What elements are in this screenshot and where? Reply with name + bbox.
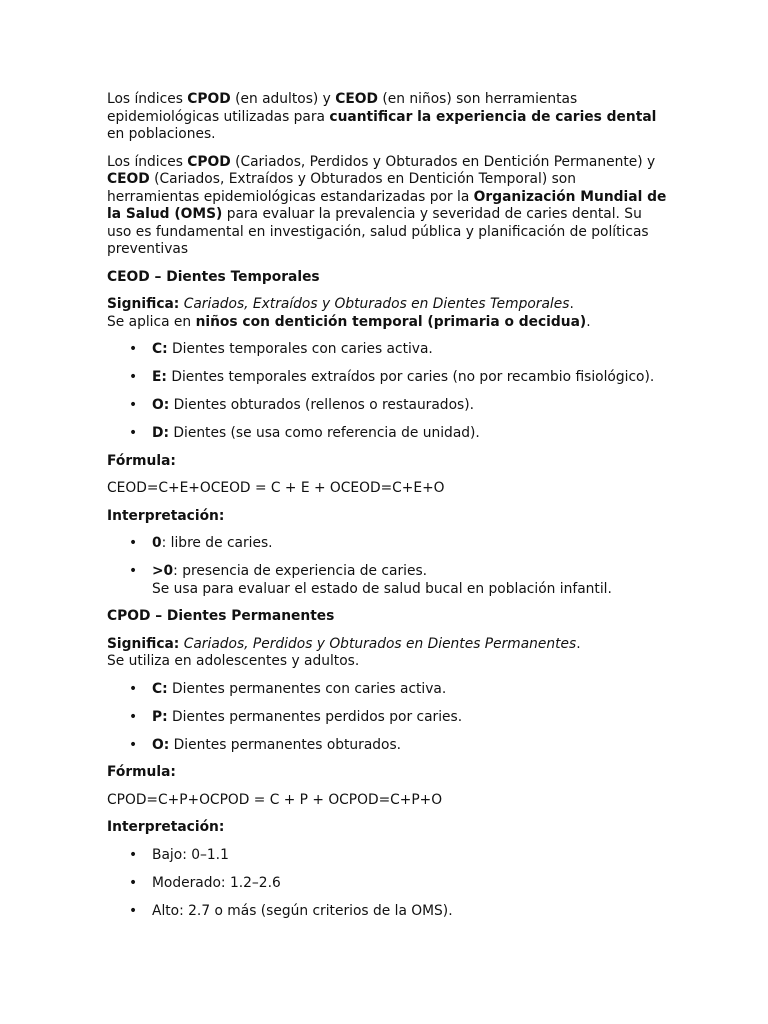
text: (Cariados, Extraídos y Obturados en Dentición Temporal) son herramientas epidemiológicas estandarizadas por la bbox=[107, 171, 576, 205]
text: en poblaciones. bbox=[107, 126, 216, 142]
text: Los índices bbox=[107, 153, 188, 170]
item-label: O: bbox=[152, 736, 170, 753]
bold-text: cuantificar la experiencia de caries dental bbox=[329, 108, 657, 125]
bullet-icon: • bbox=[129, 708, 138, 725]
cpod-formula: CPOD=C+P+OCPOD = C + P + OCPOD=C+P+O bbox=[107, 791, 443, 808]
bullet-icon: • bbox=[129, 397, 138, 413]
text: Se utiliza en adolescentes y adultos. bbox=[107, 653, 360, 669]
list-item bbox=[107, 397, 667, 415]
item-label: C: bbox=[152, 341, 168, 357]
cpod-significa-paragraph bbox=[107, 636, 667, 671]
list-item bbox=[107, 369, 667, 387]
item-text: Dientes temporales extraídos por caries (no por recambio fisiológico). bbox=[166, 369, 655, 385]
item-text: Alto: 2.7 o más (según criterios de la OMS). bbox=[152, 902, 453, 919]
list-item bbox=[107, 709, 667, 727]
text: (en adultos) y bbox=[230, 91, 336, 107]
list-item bbox=[107, 681, 667, 699]
bold-text: Interpretación: bbox=[107, 819, 225, 835]
bullet-icon: • bbox=[129, 425, 138, 441]
list-item bbox=[107, 875, 667, 893]
item-text: Dientes permanentes perdidos por caries. bbox=[167, 708, 463, 725]
text: . bbox=[569, 296, 574, 312]
list-item bbox=[107, 563, 667, 598]
text: (en niños) son herramientas epidemiológicas utilizadas para bbox=[107, 91, 578, 125]
item-text: Bajo: 0–1.1 bbox=[152, 846, 229, 863]
text: . bbox=[586, 313, 591, 330]
bullet-icon: • bbox=[129, 736, 138, 753]
item-text: Dientes permanentes con caries activa. bbox=[167, 680, 447, 697]
item-text: Moderado: 1.2–2.6 bbox=[152, 874, 281, 891]
list-item bbox=[107, 737, 667, 755]
text: (Cariados, Perdidos y Obturados en Dentición Permanente) y bbox=[230, 153, 656, 170]
list-item bbox=[107, 847, 667, 865]
bold-text: niños con dentición temporal (primaria o decidua) bbox=[195, 313, 587, 330]
item-text: : libre de caries. bbox=[161, 535, 273, 551]
ceod-components-list bbox=[107, 341, 667, 443]
ceod-interpretation-heading bbox=[107, 508, 667, 526]
text: para evaluar la prevalencia y severidad de caries dental. Su uso es fundamental en investigación, salud pública y planificación de políticas preventivas bbox=[107, 206, 649, 257]
text: . bbox=[576, 635, 581, 652]
bullet-icon: • bbox=[129, 369, 138, 385]
item-text: : presencia de experiencia de caries. bbox=[173, 563, 428, 579]
item-text: Dientes (se usa como referencia de unidad). bbox=[168, 425, 480, 441]
item-label: >0 bbox=[152, 563, 174, 579]
label: Significa: bbox=[107, 635, 180, 652]
item-label: D: bbox=[152, 425, 169, 441]
ceod-significa-paragraph bbox=[107, 296, 667, 331]
item-label: O: bbox=[152, 397, 170, 413]
item-text: Dientes obturados (rellenos o restaurados). bbox=[169, 397, 474, 413]
bullet-icon: • bbox=[129, 846, 138, 863]
item-label: C: bbox=[152, 680, 168, 697]
cpod-formula-heading bbox=[107, 764, 667, 782]
list-item bbox=[107, 341, 667, 359]
italic-text: Cariados, Extraídos y Obturados en Dientes Temporales bbox=[183, 296, 570, 312]
ceod-formula-heading bbox=[107, 453, 667, 471]
bold-text: Interpretación: bbox=[107, 507, 225, 524]
list-item bbox=[107, 425, 667, 443]
italic-text: Cariados, Perdidos y Obturados en Dientes Permanentes bbox=[183, 635, 577, 652]
item-note: Se usa para evaluar el estado de salud bucal en población infantil. bbox=[152, 580, 612, 597]
bold-text: Organización Mundial de la Salud (OMS) bbox=[107, 188, 667, 222]
intro-paragraph-2 bbox=[107, 154, 667, 259]
bullet-icon: • bbox=[129, 563, 138, 579]
item-label: P: bbox=[152, 708, 168, 725]
label: Significa: bbox=[107, 296, 180, 312]
item-label: E: bbox=[152, 369, 167, 385]
bold-text: CPOD bbox=[187, 153, 231, 170]
cpod-components-list bbox=[107, 681, 667, 755]
ceod-formula: CEOD=C+E+OCEOD = C + E + OCEOD=C+E+O bbox=[107, 480, 445, 496]
bold-text: CPOD bbox=[187, 91, 231, 107]
item-text: Dientes permanentes obturados. bbox=[169, 736, 402, 753]
list-item bbox=[107, 903, 667, 921]
intro-paragraph-1 bbox=[107, 91, 667, 144]
bold-text: CEOD bbox=[107, 171, 150, 187]
bold-text: Fórmula: bbox=[107, 452, 176, 469]
document-page bbox=[107, 91, 667, 930]
cpod-interpretation-list bbox=[107, 847, 667, 921]
text: Los índices bbox=[107, 91, 188, 107]
bold-text: Fórmula: bbox=[107, 764, 176, 780]
bullet-icon: • bbox=[129, 874, 138, 891]
bold-text: CEOD bbox=[335, 91, 378, 107]
text: Se aplica en bbox=[107, 313, 196, 330]
item-text: Dientes temporales con caries activa. bbox=[167, 341, 433, 357]
ceod-interpretation-list bbox=[107, 535, 667, 598]
bullet-icon: • bbox=[129, 680, 138, 697]
list-item bbox=[107, 535, 667, 553]
bullet-icon: • bbox=[129, 535, 138, 551]
item-label: 0 bbox=[152, 535, 162, 551]
cpod-interpretation-heading bbox=[107, 819, 667, 837]
section-heading-ceod: CEOD – Dientes Temporales bbox=[107, 268, 320, 285]
section-heading-cpod: CPOD – Dientes Permanentes bbox=[107, 608, 335, 624]
bullet-icon: • bbox=[129, 902, 138, 919]
bullet-icon: • bbox=[129, 341, 138, 357]
